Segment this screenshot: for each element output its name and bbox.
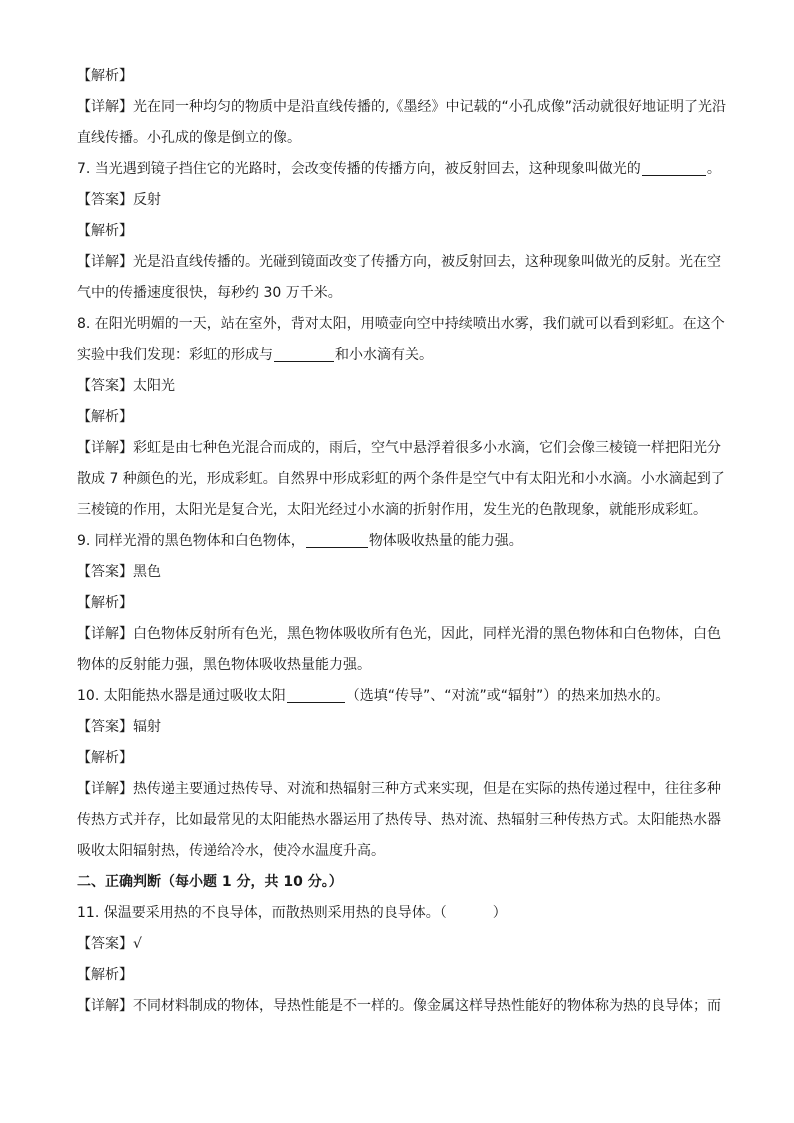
question: [77, 681, 717, 712]
question: [77, 526, 717, 557]
fill-blank: [287, 686, 345, 703]
fill-blank: [642, 159, 706, 176]
detail-continuation-line: 三棱镜的作用，太阳光是复合光，太阳光经过小水滴的折射作用，发生光的色散现象，就能形成彩虹。: [77, 502, 707, 518]
question-text-end: 。: [706, 161, 721, 177]
fill-blank: [274, 345, 334, 362]
question-text-end: 和小水滴有关。: [335, 347, 433, 363]
question-text-end: 物体吸收热量的能力强。: [368, 533, 523, 549]
question-text: 11. 保温要采用热的不良导体，而散热则采用热的良导体。（: [77, 905, 447, 921]
detail-continuation-line: 散成 7 种颜色的光，形成彩虹。自然界中形成彩虹的两个条件是空气中有太阳光和小水滴。小水滴起到了: [77, 471, 725, 487]
detail-explanation-line: 【详解】不同材料制成的物体，导热性能是不一样的。像金属这样导热性能好的物体称为热的良导体；而: [77, 998, 721, 1014]
detail-continuation-line: 传热方式并存，比如最常见的太阳能热水器运用了热传导、热对流、热辐射三种传热方式。太阳能热水器: [77, 812, 721, 828]
detail-continuation-line: 直线传播。小孔成的像是倒立的像。: [77, 130, 301, 146]
question-text-end: ）: [492, 905, 507, 921]
question-text: 9. 同样光滑的黑色物体和白色物体，: [77, 533, 305, 549]
analysis-label: 【解析】: [77, 409, 133, 425]
question-text: 实验中我们发现：彩虹的形成与: [77, 347, 273, 363]
answer-line: 【答案】√: [77, 936, 142, 952]
answer-line: 【答案】辐射: [77, 719, 161, 735]
analysis-label: 【解析】: [77, 750, 133, 766]
question-text: 7. 当光遇到镜子挡住它的光路时，会改变传播的传播方向，被反射回去，这种现象叫做光的: [77, 161, 641, 177]
analysis-label: 【解析】: [77, 223, 133, 239]
question-text-line: 8. 在阳光明媚的一天，站在室外，背对太阳，用喷壶向空中持续喷出水雾，我们就可以看到彩虹。在这个: [77, 316, 725, 332]
detail-continuation-line: 气中的传播速度很快，每秒约 30 万千米。: [77, 285, 342, 301]
analysis-label: 【解析】: [77, 595, 133, 611]
detail-explanation-line: 【详解】白色物体反射所有色光，黑色物体吸收所有色光，因此，同样光滑的黑色物体和白色物体，白色: [77, 626, 721, 642]
section-heading: 二、正确判断（每小题 1 分，共 10 分。）: [77, 874, 343, 890]
analysis-label: 【解析】: [77, 967, 133, 983]
detail-continuation-line: 吸收太阳辐射热，传递给冷水，使冷水温度升高。: [77, 843, 385, 859]
detail-explanation-line: 【详解】热传递主要通过热传导、对流和热辐射三种方式来实现，但是在实际的热传递过程中，往往多种: [77, 781, 721, 797]
analysis-label: 【解析】: [77, 68, 133, 84]
question-text-end: （选填“传导”、“对流”或“辐射”）的热来加热水的。: [345, 688, 670, 704]
answer-line: 【答案】太阳光: [77, 378, 175, 394]
detail-continuation-line: 物体的反射能力强，黑色物体吸收热量能力强。: [77, 657, 371, 673]
judgement-question: [77, 898, 717, 929]
question: [77, 340, 717, 371]
detail-explanation-line: 【详解】光是沿直线传播的。光碰到镜面改变了传播方向，被反射回去，这种现象叫做光的反射。光在空: [77, 254, 721, 270]
question-text: 10. 太阳能热水器是通过吸收太阳: [77, 688, 286, 704]
answer-line: 【答案】反射: [77, 192, 161, 208]
question: [77, 154, 721, 185]
document-content: [77, 61, 726, 1022]
fill-blank: [306, 531, 368, 548]
answer-line: 【答案】黑色: [77, 564, 161, 580]
detail-explanation-line: 【详解】光在同一种均匀的物质中是沿直线传播的,《墨经》中记载的“小孔成像”活动就很好地证明了光沿: [77, 99, 726, 115]
detail-explanation-line: 【详解】彩虹是由七种色光混合而成的，雨后，空气中悬浮着很多小水滴，它们会像三棱镜一样把阳光分: [77, 440, 721, 456]
